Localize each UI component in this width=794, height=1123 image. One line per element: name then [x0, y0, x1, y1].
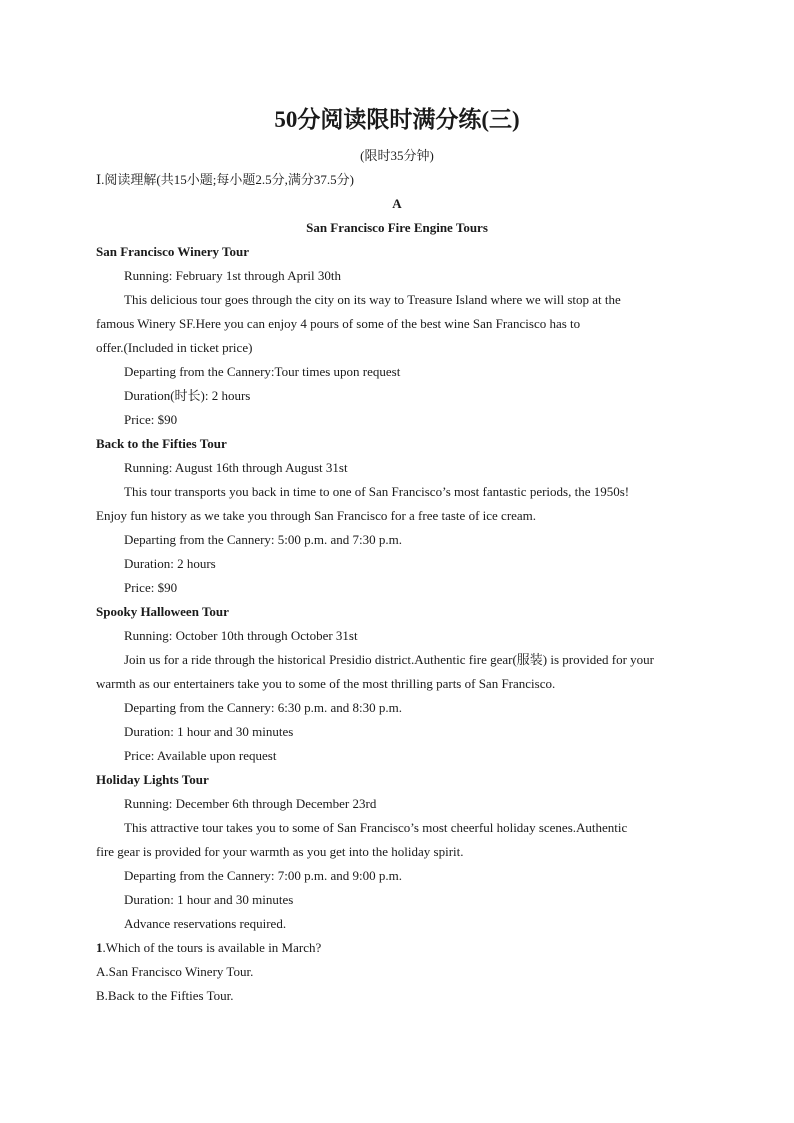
part-letter: A — [392, 196, 402, 211]
tour-name: Back to the Fifties Tour — [96, 436, 227, 451]
tour-duration: Duration: 2 hours — [124, 556, 216, 571]
tour-duration: Duration: 1 hour and 30 minutes — [124, 724, 294, 739]
tour-description-line: offer.(Included in ticket price) — [96, 340, 253, 355]
tour-running: Running: August 16th through August 31st — [124, 460, 348, 475]
tour-departing: Departing from the Cannery: 6:30 p.m. and 8:30 p.m. — [124, 700, 403, 715]
tour-description-line: This attractive tour takes you to some of San Francisco’s most cheerful holiday scenes.Authentic — [124, 820, 628, 835]
tour-name: Holiday Lights Tour — [96, 772, 209, 787]
question — [96, 938, 321, 958]
question-text: .Which of the tours is available in March? — [102, 940, 322, 955]
section-heading: Ⅰ.阅读理解(共15小题;每小题2.5分,满分37.5分) — [96, 172, 354, 187]
tour-running: Running: February 1st through April 30th — [124, 268, 342, 283]
tour-departing: Departing from the Cannery:Tour times upon request — [124, 364, 401, 379]
tour-name: Spooky Halloween Tour — [96, 604, 229, 619]
tour-departing: Departing from the Cannery: 5:00 p.m. and 7:30 p.m. — [124, 532, 403, 547]
time-limit: (限时35分钟) — [360, 148, 434, 163]
tour-reservation-note: Advance reservations required. — [124, 916, 287, 931]
tour-description-line: warmth as our entertainers take you to some of the most thrilling parts of San Francisco. — [96, 676, 556, 691]
answer-option-a: A.San Francisco Winery Tour. — [96, 964, 254, 979]
tour-running: Running: October 10th through October 31st — [124, 628, 358, 643]
tour-price: Price: $90 — [124, 412, 178, 427]
page-title: 50分阅读限时满分练(三) — [274, 107, 520, 132]
tour-description-line: famous Winery SF.Here you can enjoy 4 pours of some of the best wine San Francisco has to — [96, 316, 581, 331]
passage-title: San Francisco Fire Engine Tours — [306, 220, 488, 235]
tour-departing: Departing from the Cannery: 7:00 p.m. and 9:00 p.m. — [124, 868, 403, 883]
tour-description-line: This delicious tour goes through the city on its way to Treasure Island where we will stop at the — [124, 292, 621, 307]
answer-option-b: B.Back to the Fifties Tour. — [96, 988, 234, 1003]
tour-description-line: Join us for a ride through the historical Presidio district.Authentic fire gear(服装) is provided for your — [124, 652, 654, 667]
tour-description-line: Enjoy fun history as we take you through San Francisco for a free taste of ice cream. — [96, 508, 537, 523]
tour-price: Price: Available upon request — [124, 748, 277, 763]
tour-description-line: This tour transports you back in time to one of San Francisco’s most fantastic periods, the 1950s! — [124, 484, 630, 499]
tour-price: Price: $90 — [124, 580, 178, 595]
tour-name: San Francisco Winery Tour — [96, 244, 250, 259]
tour-running: Running: December 6th through December 23rd — [124, 796, 377, 811]
tour-duration: Duration: 1 hour and 30 minutes — [124, 892, 294, 907]
question-number: 1 — [96, 940, 103, 955]
tour-description-line: fire gear is provided for your warmth as you get into the holiday spirit. — [96, 844, 464, 859]
tour-duration: Duration(时长): 2 hours — [124, 388, 251, 403]
